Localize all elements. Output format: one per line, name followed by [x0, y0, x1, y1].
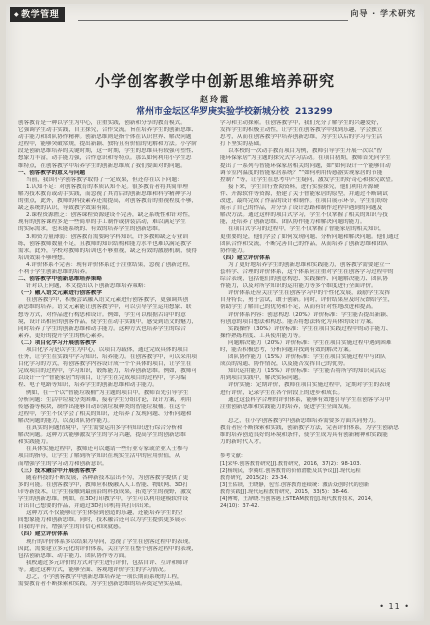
text-line: 的重点，此外，教师的科技素养还需提高，对创客教育的重视程度不够，	[18, 198, 198, 205]
text-line: 现行的评价体系多以结果为导向，忽视了学生在创客过程中的表现。	[26, 538, 194, 545]
text-line: 有创意的项目想法和构思。能否将想法转化为具体的设计方案。	[220, 318, 377, 325]
text-line: 综合表现，包括他们的创意构思、实践操作、问题解决能力、团队协	[220, 276, 388, 283]
text-line: 评价体系还应关注学生在创客学习中的个性化发展，鼓励学生发挥	[228, 290, 391, 297]
text-line: 针对以上问题，本文提出以下创新思维培养策略：	[26, 283, 150, 290]
journal-page	[6, 4, 424, 621]
text-line: 练，创客教师数量不足，且教师的知识结构和能力水平也难以满足教学	[18, 240, 192, 247]
text-line: 新思维的培养。语文元素能让创客教学中，可以引导学生运用想象、联	[18, 304, 192, 311]
text-line: 用到项目实践中，解决实际问题。	[220, 375, 304, 382]
text-line: 进行评价，记录学生在各个阶段上的进步和成长。	[220, 389, 344, 396]
text-line: 和实践能力。	[18, 439, 52, 446]
section-heading: （三）技术融合中开展创客教学	[18, 467, 97, 474]
reference-line: [2]杨现民，李冀红.创客教育的价值潜能及其争议[J].现代远程	[220, 467, 361, 474]
section-heading: （二）项目化学习开展创客教学	[18, 339, 97, 346]
section-heading: （四）建立评价体系	[18, 531, 69, 538]
text-line: 改进，最终完成了作品的设计和制作。在项目展示环节，学生们纷纷	[220, 198, 388, 205]
text-line: 想等方式，对作品进行构思和设计。例如，学生可以根据古诗中的意	[18, 311, 186, 318]
text-line: 现有的创客课程多是一些简单的手工制作或拼装活动，难以满足学生	[18, 219, 186, 226]
text-line: 帮助学生了解自己的优势和不足，从而有针对性地改进和提高。	[220, 304, 377, 311]
text-line: 控制？”等，让学生在思考中产生疑问，激发学生的好奇心和探究欲望。	[220, 176, 397, 183]
right-text-column	[220, 120, 412, 598]
section-heading: 二、创客教学中创新思维培养策略	[18, 276, 102, 283]
text-line: 段是创新思维培养的关键时期，这一时期，学生的思维具有较强可塑性、	[18, 148, 198, 155]
text-line: 作能力，以及对所学知识的运用能力等多个维度进行全面评价。	[220, 283, 377, 290]
text-line: 我校通过多元评价的方式对学生进行评价，包括自评、互评和师评	[26, 559, 189, 566]
text-line: 素养，更好的提升学生的核心素养。	[18, 332, 108, 339]
text-line: 过程中，能够突破常规，提出新颖、独特且有价值的见解和方法。小学阶	[18, 141, 198, 148]
text-line: 境，设计出相应的创客作品，使学生在动手实践中，感受到语文的魅力，	[18, 318, 198, 325]
text-line: 不利于学生创新思维的培养。	[18, 268, 91, 275]
page-header	[6, 4, 424, 24]
text-line: 套科学、合理的评价体系，这个体系应注重对学生在创客学习过程中的	[220, 268, 394, 275]
text-line	[220, 411, 412, 418]
author-affiliation	[136, 104, 333, 117]
text-line: 调节室内温度的智能家居系统？”“如何利用传感器实现家居的节能	[220, 169, 383, 176]
text-line: 更重要的是，他们学会了如何发现问题、分析问题和解决问题。他们通过	[220, 233, 400, 240]
reference-line: 24(10)：37-42.	[220, 503, 260, 510]
section-tag: ◆ 教学管理	[10, 7, 65, 22]
text-line: 展示了自己的作品，并分享了设计思路和制作过程中遇到的问题及	[220, 205, 383, 212]
text-line: 2.课程资源匮乏：创客课程资源建设不完善，缺乏系统性和针对性，	[26, 212, 194, 219]
affiliation-zip: 213299	[295, 107, 333, 117]
text-line: 任务，让学生在实践中学习知识、培养能力。在创客教学中，可以采用项	[18, 354, 198, 361]
text-line: 打下坚实的基础。	[220, 141, 265, 148]
text-line: 操作熟练程度、工具使用能力等。	[220, 332, 304, 339]
text-line: 学生的创新思维。例如，在3D打印教学中，学生可以利用建模软件设	[18, 495, 189, 502]
text-line: 1.认知不足：对创客教育的本质认知不足。很多教育者将其简单理	[26, 183, 188, 190]
text-line: 团队合作和交流，不断完善自己的作品，从而培养了创新思维和团队	[220, 240, 388, 247]
text-line: 在项目式学习的过程中，学生不仅掌握了智能家居的相关知识，	[228, 226, 385, 233]
text-line: 为了更好地培养学生的创新思维和实践能力，创客教学需要建立一	[228, 261, 391, 268]
text-line: 当前，我国小学创客教学取得了一定成果，但还存在以下问题：	[26, 176, 183, 183]
text-line: 间想象能力和创新思维。同时，技术融合还可以为学生提供更多展示	[18, 517, 186, 524]
text-line: 通过这套科学合理的评价体系，能够有效地引导学生在创客学习中	[228, 396, 391, 403]
text-line: 因此，需要建立多元化的评价体系，关注学生在整个创客过程中的表现，	[18, 545, 198, 552]
text-line: 注重创新思维和实践能力的培养，促进学生全面发展。	[220, 403, 355, 410]
text-line: 4.评价体系不完善：现有评价体系过于注重结果，忽视了创新过程，	[26, 261, 194, 268]
header-rule	[78, 20, 348, 21]
text-line: 项目化学习是以学生为中心，以项目为载体，通过完成具体的项目	[26, 347, 189, 353]
text-line: 而增强学生的学习动力和创新意识。	[18, 460, 108, 467]
text-line: 能，还培养了创新思维、团队协作能力和解决问题的能力。	[220, 219, 366, 226]
text-line: 多的可能。在创客教学中，教师应积极融入人工智能、物联网、3D打	[18, 481, 189, 488]
text-line: 问题解决能力（20%）评价标准：学生在项目实施过程中遇到困难	[228, 339, 392, 346]
text-line: 以设计一个“智能家居”的项目，让学生在完成项目的过程中，学习编	[18, 375, 187, 382]
text-line: 知识运用能力（15%）评价标准：学生能否将所学的知识灵活运	[228, 368, 386, 375]
text-line: 力的新时代人才。	[220, 439, 265, 446]
text-line: 程、电子电路等知识，培养学生的创新思维和动手能力。	[18, 382, 158, 389]
text-line: 过程中，学生不仅学会了相关的知识，还培养了发现问题、分析问题和	[18, 410, 192, 417]
text-line: 它强调学生动手实践，自主探究，合作交流。旨在培养学生的创新思维、	[18, 127, 198, 134]
text-line: 维特点，在创客教学中培养学生的创新思维成了我们要面对的问题。	[18, 162, 186, 169]
text-line: 总之，小学创客教学中创新思维培养是一项长期而系统的工程，	[26, 574, 183, 580]
text-line: 提出了一系列与智能环保家居相关的问题，如“如何设计一个能够自动	[220, 162, 391, 169]
text-line: 项目的指导，让学生了解到所学知识在现实生活中的应用价值，从	[18, 453, 181, 460]
affiliation-name: 常州市金坛区华罗庚实验学校新城分校	[136, 107, 290, 117]
journal-name: 向导 · 学术研究	[350, 9, 416, 18]
text-line	[220, 446, 412, 453]
reference-line: 参考文献：	[220, 453, 246, 460]
text-line: 包括创新思维、动手能力、团队协作等方面。	[18, 552, 130, 559]
article-title: 小学创客教学中创新思维培养研究	[94, 72, 335, 90]
text-line: 同时培养了学生的创新思维和动手能力。这种方式也培养学生的综合	[18, 325, 186, 332]
section-heading: （一）融入语文元素进行创客教学	[18, 290, 102, 297]
text-line: 团队协作能力（15%）评价标准：学生在项目实施过程中与团队	[228, 354, 386, 361]
text-line: 例如，在一个以“智能垃圾桶”为主题的项目中，教师首先引导学生	[26, 389, 189, 396]
text-line: 动手能力和团队协作精神。创新思维则是指个体在认识世界、解决问题	[18, 134, 192, 141]
text-line: 在创客教学中，积极尝试融入语文元素进行创客教学，更强调其创	[26, 297, 189, 304]
reference-line: [4]傅骞，王辞晓.当创客遇上STEAM教育[J].现代教育技术，2014，	[220, 495, 377, 502]
text-line: 件、开源软件等资源，搭建了关于智能家居的原型，并通过不断调试	[220, 190, 388, 197]
text-line: 随着科技的不断发展，各种新技术层出不穷，为创客教学提供了更	[26, 474, 189, 481]
text-line: 评价实施：定期评价，教师在项目实施过程中，定期对学生的表现	[228, 382, 391, 389]
text-line: 3.师资力量薄弱：创客教育需要跨学科知识，许多教师缺乏专业训	[26, 233, 188, 240]
text-line: 思考，从而在创客教学中培养创新思维，为学生以后的学习与生活	[220, 134, 383, 141]
text-line: 解决方法。通过这样的项目式学习，学生不仅掌握了相关的知识与技	[220, 212, 388, 219]
reference-line: 教育实践[J].现代远程教育研究，2015，33(5)：38-46.	[220, 488, 349, 495]
text-line: 目化学习的方式，将创客教学内容设计成一个个具体的项目，让学生在	[18, 361, 192, 368]
text-line: 自身特长，勇于尝试，敢于创新。同时，评价结果应及时反馈给学生，	[220, 297, 394, 304]
text-line: 在真实的问题情境中，学生需要运用多学科知识进行综合分析和	[26, 425, 183, 432]
text-line: 成员的沟通、协作情况，以及能否发挥自己的优势。	[220, 361, 349, 368]
text-line: 实践操作（30%）评价标准：学生在项目实践过程中的动手能力、	[228, 325, 392, 332]
text-line: 分析问题：生活中垃圾分类困难，接着学生分组讨论，设计方案，利用	[18, 396, 192, 403]
text-line: 创客教育是一种以学生为中心，注重实践，创新和分享的教育模式。	[18, 120, 186, 126]
section-heading: （四）建立评价体系	[220, 254, 271, 261]
article-author: 赵玲霞	[200, 95, 230, 104]
text-line: 传感器等模块，制作出能够自动识别垃圾种类的智能垃圾桶。在这个	[18, 403, 186, 410]
text-line: 完成项目的过程中，学习知识，锻炼能力，培养创新思维。例如，教师可	[18, 368, 198, 375]
text-line: 印等新技术，让学生接触到最前沿的科技成果，拓宽学生的视野，激发	[18, 488, 192, 495]
text-line: 教育者应不断探索和实践，创新教学方法，完善评价体系，为学生创新思	[220, 425, 400, 432]
reference-line: 教育研究，2015(2)：23-34.	[220, 474, 289, 481]
text-line: 需要教育者不断探索和实践，为学生创新思维的培养奠定坚实基础。	[18, 581, 186, 588]
text-line: 培训效果不够理想。	[18, 254, 69, 261]
reference-line: [1]宋华.创客教育研究[J].教育研究，2016，37(2)：98-103.	[220, 460, 362, 467]
text-line: 总之，在小学创客教学中创新思维培养需要多方面共同努力。	[228, 417, 380, 424]
text-line: 缺乏系统的认识，导致教学效果有限。	[18, 205, 114, 212]
text-line: 等。通过这种方式，能够全面、客观地评价学生的学习情况。	[18, 566, 170, 573]
text-line: 这种方式不仅能够让学生体验到创造的乐趣，还能培养学生的空	[26, 510, 183, 517]
text-line: 的实际需求，也未能系统的、有效的培养学生的创新思维。	[18, 226, 164, 233]
reference-line: [3]王佑镁，王晓静，包雪.创客教育连续统：激活众创时代的创新	[220, 481, 370, 488]
text-line: 学习和主动探索。在创客教学中，我们充分了解学生的兴趣爱好，	[220, 120, 383, 126]
text-line: 在具体实施过程中，教师还可以邀请一些行业专家或企业人士参与	[26, 446, 189, 453]
text-line: 时，能否积极思考，分析问题并找到有效的解决方案。	[220, 347, 355, 353]
text-line: 评价体系内容：创意构思（20%）评价标准：学生能否提出新颖、	[228, 311, 392, 318]
text-line: 计出自己想要的作品，并通过3D打印机将其打印出来。	[18, 503, 155, 510]
section-heading: 一、创客教学的意义与问题	[18, 169, 86, 176]
text-line: 自我的平台，增强学生的自信心和成就感。	[18, 524, 125, 531]
text-line: 维的培养创造良好的环境和条件，使学生成为具有创新精神和实践能	[220, 432, 388, 439]
left-text-column	[18, 120, 210, 598]
text-line: 解决问题。这种方式能够激发学生的学习兴趣，提高学生的创新思维	[18, 432, 186, 439]
text-line: 需求。此外，学校对教师的培训也不够重视，缺乏有效的激励机制，使得	[18, 247, 198, 254]
text-line: 接下来，学生自行查阅资料，进行实验探究，他们利用开源硬	[228, 183, 380, 190]
text-line: 能环保家居”为主题的探究式学习活动。在项目初期，教师首先向学生	[220, 155, 391, 162]
text-line: 以本校的一次动手教育项目为例，教师引导学生开展一次以“智	[228, 148, 382, 155]
text-line: 发挥学生的积极主动性，让学生在创客教学中找到乐趣，学会独立	[220, 127, 383, 134]
text-line: 协作能力。	[220, 247, 248, 254]
text-line: 解决问题的能力，以及团队协作能力。	[18, 417, 114, 424]
text-line: 解为技术教育或动手实践，而忽视了其背后的创新思维和科学精神学习	[18, 190, 192, 197]
page-number: • 11 •	[379, 602, 410, 611]
text-line: 想象力丰富，动手能力强，合作意识和等特点。那么如何利用小学生思	[18, 155, 192, 162]
